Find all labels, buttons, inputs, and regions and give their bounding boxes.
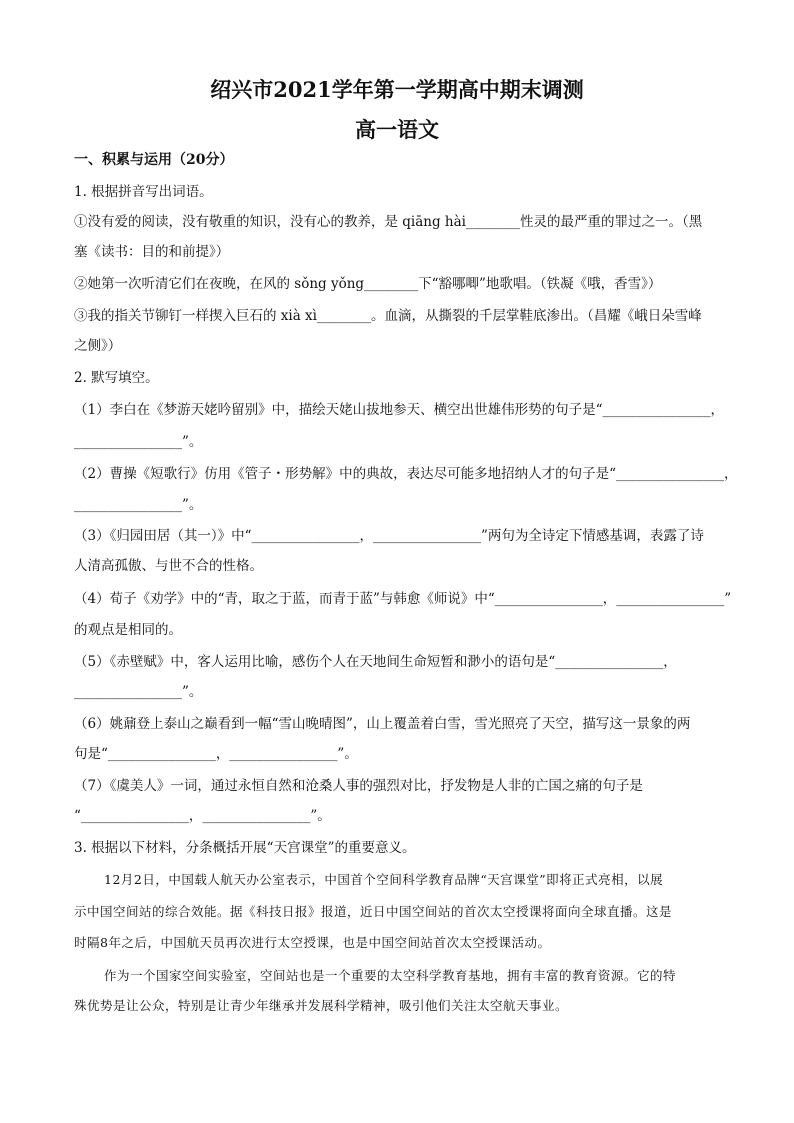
question-2-6-line1: （6）姚鼐登上泰山之巅看到一幅“雪山晚晴图”，山上覆盖着白雪，雪光照亮了天空，描写这一景象的两 <box>74 716 691 732</box>
page-subtitle: 高一语文 <box>355 117 439 142</box>
question-2-1-line2: ________________”。 <box>74 434 203 450</box>
material-paragraph-1-line3: 时隔8年之后，中国航天员再次进行太空授课，也是中国空间站首次太空授课活动。 <box>74 935 551 950</box>
question-1b-line1: ②她第一次听清它们在夜晚，在风的 sǒng yǒng________下“豁哪唧”地歌唱。（铁凝《哦，香雪》） <box>74 276 662 292</box>
question-2-4-line2: 的观点是相同的。 <box>74 622 182 638</box>
material-paragraph-2-line1: 作为一个国家空间实验室，空间站也是一个重要的太空科学教育基地，拥有丰富的教育资源。它的特 <box>104 968 677 983</box>
material-paragraph-1-line1: 12月2日，中国载人航天办公室表示，中国首个空间科学教育品牌“天宫课堂”即将正式亮相，以展 <box>104 872 664 887</box>
question-2-1-line1: （1）李白在《梦游天姥吟留别》中，描绘天姥山拔地参天、横空出世雄伟形势的句子是“________________， <box>74 402 724 418</box>
material-paragraph-2-line2: 殊优势是让公众，特别是让青少年继承并发展科学精神，吸引他们关注太空航天事业。 <box>74 998 569 1013</box>
section-heading: 一、积累与运用（20分） <box>74 152 234 168</box>
question-2-7-line1: （7）《虞美人》一词，通过永恒自然和沧桑人事的强烈对比，抒发物是人非的亡国之痛的句子是 <box>74 778 643 794</box>
question-2-5-line1: （5）《赤壁赋》中，客人运用比喻，感伤个人在天地间生命短暂和渺小的语句是“________________， <box>74 654 677 670</box>
question-1c-line1: ③我的指关节铆钉一样揳入巨石的 xià xì________。血滴，从撕裂的千层掌鞋底渗出。（昌耀《峨日朵雪峰 <box>74 308 702 324</box>
question-2-3-line2: 人清高孤傲、与世不合的性格。 <box>74 558 263 574</box>
question-2-2-line1: （2）曹操《短歌行》仿用《管子・形势解》中的典故，表达尽可能多地招纳人才的句子是“________________， <box>74 466 738 482</box>
question-3-stem: 3. 根据以下材料，分条概括开展“天宫课堂”的重要意义。 <box>74 840 416 856</box>
question-2-2-line2: ________________”。 <box>74 497 203 513</box>
material-paragraph-1-line2: 示中国空间站的综合效能。据《科技日报》报道，近日中国空间站的首次太空授课将面向全球直播。这是 <box>74 904 673 919</box>
question-2-5-line2: ________________”。 <box>74 684 203 700</box>
question-1-stem: 1. 根据拼音写出词语。 <box>74 184 213 200</box>
question-2-6-line2: 句是“________________，________________”。 <box>74 746 358 762</box>
question-2-stem: 2. 默写填空。 <box>74 370 159 386</box>
question-1a-line2: 塞《读书：目的和前提》） <box>74 244 230 260</box>
question-2-3-line1: （3）《归园田居（其一）》中“________________，________________”两句为全诗定下情感基调，表露了诗 <box>74 528 704 544</box>
question-2-7-line2: “________________，________________”。 <box>74 808 331 824</box>
question-2-4-line1: （4）荀子《劝学》中的“青，取之于蓝，而青于蓝”与韩愈《师说》中“________________，________________” <box>74 591 732 607</box>
page-title: 绍兴市2021学年第一学期高中期末调测 <box>210 77 584 102</box>
question-1a-line1: ①没有爱的阅读，没有敬重的知识，没有心的教养，是 qiāng hài________性灵的最严重的罪过之一。（黑 <box>74 214 703 230</box>
question-1c-line2: 之侧》） <box>74 338 122 354</box>
